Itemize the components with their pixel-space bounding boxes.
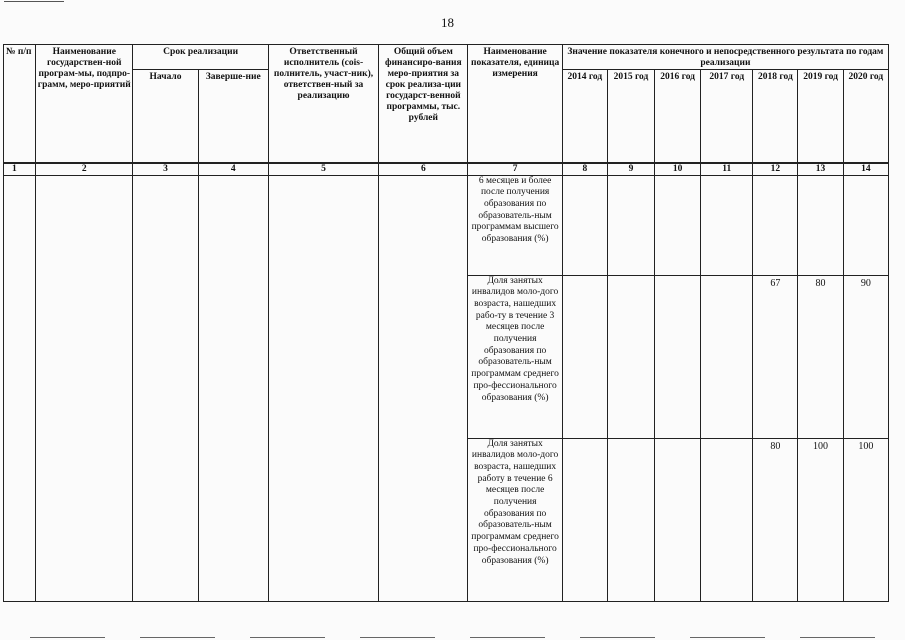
cell-empty xyxy=(268,175,378,601)
header-year-2020: 2020 год xyxy=(843,70,888,163)
value-2019: 80 xyxy=(798,275,843,438)
value-2020: 90 xyxy=(843,275,888,438)
column-number: 5 xyxy=(268,163,378,176)
header-year-2016: 2016 год xyxy=(655,70,701,163)
table-row xyxy=(4,175,889,275)
header-number: № п/п xyxy=(4,45,36,163)
value-2015 xyxy=(607,175,654,275)
header-financing: Общий объем финансиро-вания меро-приятия за срок реализа-ции государст-венной программы, тыс. рублей xyxy=(379,45,468,163)
indicator-name: Доля занятых инвалидов моло-дого возраста, нашедших работу в течение 6 месяцев после получения образования по образователь-ным программам среднего про-фессионального образования (%) xyxy=(468,438,562,601)
indicators-table xyxy=(3,44,889,602)
column-number: 11 xyxy=(701,163,753,176)
cell-empty xyxy=(133,175,198,601)
scan-edge-top xyxy=(4,1,64,2)
header-end: Заверше-ние xyxy=(198,70,268,163)
cell-empty xyxy=(36,175,133,601)
header-year-2018: 2018 год xyxy=(753,70,798,163)
column-number: 1 xyxy=(4,163,36,176)
column-number: 8 xyxy=(562,163,607,176)
column-number: 7 xyxy=(468,163,562,176)
cell-empty xyxy=(379,175,468,601)
value-2014 xyxy=(562,175,607,275)
value-2014 xyxy=(562,275,607,438)
header-year-2017: 2017 год xyxy=(701,70,753,163)
header-term: Срок реализации xyxy=(133,45,268,70)
column-number: 12 xyxy=(753,163,798,176)
value-2015 xyxy=(607,438,654,601)
value-2018: 80 xyxy=(753,438,798,601)
value-2016 xyxy=(655,175,701,275)
value-2017 xyxy=(701,438,753,601)
column-numbers-row xyxy=(4,163,889,176)
header-years-group: Значение показателя конечного и непосредственного результата по годам реализации xyxy=(562,45,888,70)
value-2014 xyxy=(562,438,607,601)
indicator-name: Доля занятых инвалидов моло-дого возраста, нашедших рабо-ту в течение 3 месяцев после получения образования по образователь-ным программам среднего про-фессионального образования (%) xyxy=(468,275,562,438)
header-year-2015: 2015 год xyxy=(607,70,654,163)
header-executor: Ответственный исполнитель (сois-полнитель, участ-ник), ответствен-ный за реализацию xyxy=(268,45,378,163)
column-number: 13 xyxy=(798,163,843,176)
column-number: 10 xyxy=(655,163,701,176)
value-2020: 100 xyxy=(843,438,888,601)
value-2018: 67 xyxy=(753,275,798,438)
header-year-2019: 2019 год xyxy=(798,70,843,163)
value-2016 xyxy=(655,275,701,438)
header-program-name: Наименование государствен-ной програм-мы, подпро-грамм, меро-приятий xyxy=(36,45,133,163)
indicator-name: 6 месяцев и более после получения образования по образователь-ным программам высшего образования (%) xyxy=(468,175,562,275)
cell-empty xyxy=(4,175,36,601)
column-number: 6 xyxy=(379,163,468,176)
header-year-2014: 2014 год xyxy=(562,70,607,163)
value-2017 xyxy=(701,275,753,438)
column-number: 4 xyxy=(198,163,268,176)
page-number: 18 xyxy=(441,15,454,30)
column-number: 3 xyxy=(133,163,198,176)
value-2019: 100 xyxy=(798,438,843,601)
value-2016 xyxy=(655,438,701,601)
column-number: 2 xyxy=(36,163,133,176)
scan-edge-bottom xyxy=(30,637,890,638)
value-2018 xyxy=(753,175,798,275)
column-number: 14 xyxy=(843,163,888,176)
value-2019 xyxy=(798,175,843,275)
column-number: 9 xyxy=(607,163,654,176)
value-2020 xyxy=(843,175,888,275)
cell-empty xyxy=(198,175,268,601)
header-indicator-name: Наименование показателя, единица измерения xyxy=(468,45,562,163)
value-2017 xyxy=(701,175,753,275)
value-2015 xyxy=(607,275,654,438)
header-start: Начало xyxy=(133,70,198,163)
